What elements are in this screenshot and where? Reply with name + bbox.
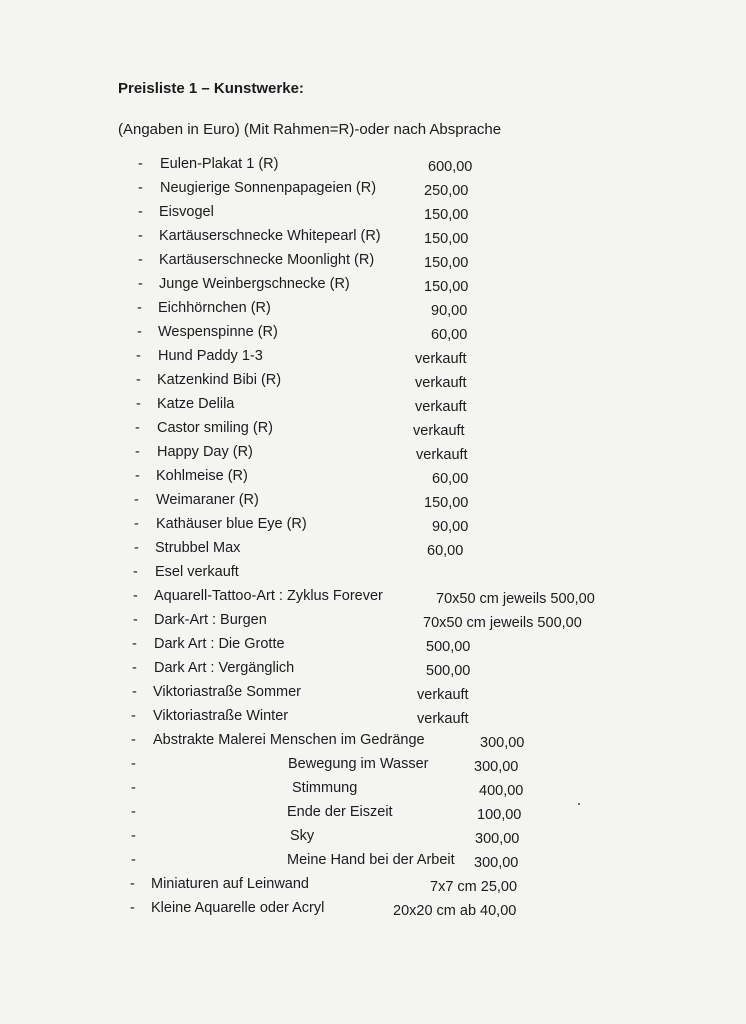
list-bullet: - <box>131 828 136 844</box>
item-price: 150,00 <box>424 279 469 295</box>
item-name: Aquarell-Tattoo-Art : Zyklus Forever <box>154 588 383 604</box>
list-bullet: - <box>138 180 143 196</box>
item-price: verkauft <box>417 711 469 727</box>
item-name: Katzenkind Bibi (R) <box>157 372 282 388</box>
item-price: 60,00 <box>431 327 468 343</box>
item-price: 60,00 <box>427 543 464 559</box>
item-price: 70x50 cm jeweils 500,00 <box>436 591 595 607</box>
item-price: 300,00 <box>475 831 520 847</box>
item-name: Kohlmeise (R) <box>156 468 248 484</box>
item-price: 70x50 cm jeweils 500,00 <box>423 615 582 631</box>
item-price: verkauft <box>415 399 467 415</box>
item-name: Wespenspinne (R) <box>158 324 278 340</box>
item-price: verkauft <box>417 687 469 703</box>
list-bullet: - <box>132 636 137 652</box>
item-name: Weimaraner (R) <box>156 492 259 508</box>
list-bullet: - <box>138 156 143 172</box>
item-name: Sky <box>290 828 315 844</box>
item-name: Kartäuserschnecke Whitepearl (R) <box>159 228 381 244</box>
item-price: 600,00 <box>428 159 473 175</box>
item-name: Dark-Art : Burgen <box>154 612 267 628</box>
item-name: Viktoriastraße Sommer <box>153 684 301 700</box>
item-price: verkauft <box>415 351 467 367</box>
page-subtitle: (Angaben in Euro) (Mit Rahmen=R)-oder nach Absprache <box>118 121 502 138</box>
item-name: Castor smiling (R) <box>157 420 274 436</box>
list-bullet: - <box>136 348 141 364</box>
list-bullet: - <box>137 300 142 316</box>
item-price: 7x7 cm 25,00 <box>430 879 518 895</box>
list-bullet: - <box>133 564 138 580</box>
list-bullet: - <box>135 468 140 484</box>
item-price: 100,00 <box>477 807 522 823</box>
list-bullet: - <box>131 780 136 796</box>
item-name: Meine Hand bei der Arbeit <box>287 852 455 868</box>
list-bullet: - <box>136 372 141 388</box>
item-price: 150,00 <box>424 495 469 511</box>
page-title: Preisliste 1 – Kunstwerke: <box>118 80 304 97</box>
list-bullet: - <box>137 324 142 340</box>
item-price: 90,00 <box>431 303 468 319</box>
item-name: Ende der Eiszeit <box>287 804 393 820</box>
item-price: verkauft <box>415 375 467 391</box>
list-bullet: - <box>138 276 143 292</box>
list-bullet: - <box>138 228 143 244</box>
item-name: Kleine Aquarelle oder Acryl <box>151 900 325 916</box>
item-name: Dark Art : Die Grotte <box>154 636 285 652</box>
item-name: Eisvogel <box>159 204 214 220</box>
list-bullet: - <box>132 684 137 700</box>
list-bullet: - <box>134 540 139 556</box>
list-bullet: - <box>134 516 139 532</box>
list-bullet: - <box>133 612 138 628</box>
item-price: 500,00 <box>426 663 471 679</box>
item-name: Neugierige Sonnenpapageien (R) <box>160 180 377 196</box>
list-bullet: - <box>131 756 136 772</box>
item-price: 300,00 <box>474 855 519 871</box>
item-name: Strubbel Max <box>155 540 241 556</box>
list-bullet: - <box>135 444 140 460</box>
item-name: Hund Paddy 1-3 <box>158 348 263 364</box>
item-price: 400,00 <box>479 783 524 799</box>
list-bullet: - <box>138 252 143 268</box>
item-name: Viktoriastraße Winter <box>153 708 289 724</box>
item-name: Bewegung im Wasser <box>288 756 429 772</box>
list-bullet: - <box>133 588 138 604</box>
item-price: 150,00 <box>424 255 469 271</box>
item-price: 300,00 <box>480 735 525 751</box>
item-price: verkauft <box>416 447 468 463</box>
list-bullet: - <box>135 420 140 436</box>
list-bullet: - <box>131 852 136 868</box>
list-bullet: - <box>131 732 136 748</box>
item-name: Eichhörnchen (R) <box>158 300 271 316</box>
item-name: Happy Day (R) <box>157 444 253 460</box>
item-price: verkauft <box>413 423 465 439</box>
item-name: Katze Delila <box>157 396 235 412</box>
item-price: 150,00 <box>424 207 469 223</box>
item-name: Miniaturen auf Leinwand <box>151 876 309 892</box>
item-name: Dark Art : Vergänglich <box>154 660 295 676</box>
list-bullet: - <box>136 396 141 412</box>
item-price: 90,00 <box>432 519 469 535</box>
item-name: Kathäuser blue Eye (R) <box>156 516 307 532</box>
item-price: 150,00 <box>424 231 469 247</box>
list-bullet: - <box>132 660 137 676</box>
item-name: Junge Weinbergschnecke (R) <box>159 276 350 292</box>
list-bullet: - <box>131 804 136 820</box>
item-price: 250,00 <box>424 183 469 199</box>
item-name: Esel verkauft <box>155 564 239 580</box>
item-name: Stimmung <box>292 780 358 796</box>
item-price: 300,00 <box>474 759 519 775</box>
paper-speck <box>578 803 580 805</box>
item-price: 20x20 cm ab 40,00 <box>393 903 517 919</box>
item-name: Abstrakte Malerei Menschen im Gedränge <box>153 732 425 748</box>
item-name: Kartäuserschnecke Moonlight (R) <box>159 252 375 268</box>
item-name: Eulen-Plakat 1 (R) <box>160 156 279 172</box>
list-bullet: - <box>134 492 139 508</box>
item-price: 60,00 <box>432 471 469 487</box>
list-bullet: - <box>138 204 143 220</box>
list-bullet: - <box>131 708 136 724</box>
list-bullet: - <box>130 876 135 892</box>
item-price: 500,00 <box>426 639 471 655</box>
list-bullet: - <box>130 900 135 916</box>
